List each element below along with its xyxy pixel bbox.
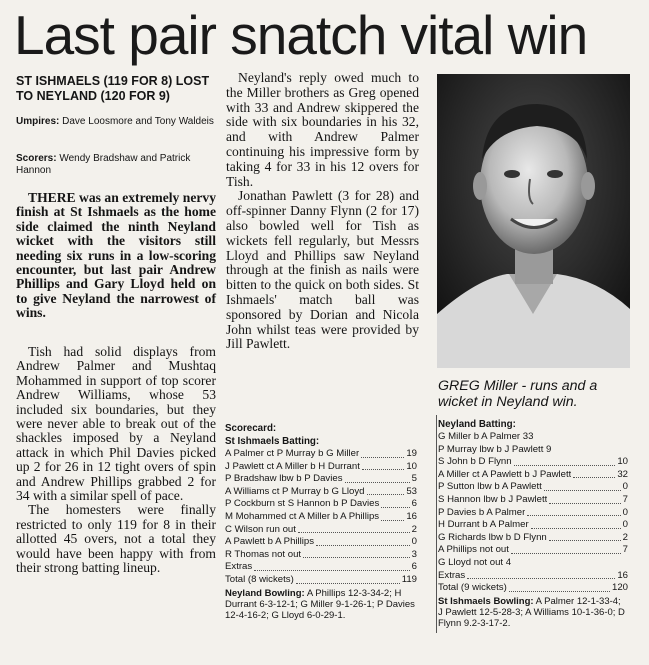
batter-score: 119: [401, 573, 417, 585]
batter-dismissal: A Miller ct A Pawlett b J Pawlett: [438, 468, 572, 480]
batter-dismissal: P Bradshaw lbw b P Davies: [225, 473, 343, 485]
batter-score: 0: [622, 506, 628, 518]
leader-dots: [303, 549, 410, 559]
article-column-2: [226, 71, 419, 352]
away-batting-line: P Murray lbw b J Pawlett 9: [438, 443, 552, 455]
batter-dismissal: A Palmer ct P Murray b G Miller: [225, 448, 360, 459]
leader-dots: [296, 574, 400, 584]
leader-dots: [298, 524, 410, 534]
batter-score: 6: [411, 561, 417, 573]
away-total-row: [438, 570, 628, 583]
leader-dots: [467, 570, 615, 580]
home-batting-row: [225, 486, 417, 499]
batter-score: 5: [411, 473, 417, 485]
leader-dots: [544, 481, 621, 491]
batter-score: 19: [406, 448, 417, 459]
batter-dismissal: Extras: [225, 561, 253, 573]
scorers-value: Wendy Bradshaw and Patrick Hannon: [16, 153, 191, 176]
leader-dots: [531, 519, 621, 529]
away-batting-row: [438, 519, 628, 532]
leader-dots: [254, 561, 409, 571]
away-bowling: [438, 596, 628, 629]
leader-dots: [361, 448, 404, 458]
batter-score: 16: [617, 569, 628, 581]
body-paragraph: The homesters were finally restricted to only 119 for 8 in their allotted 45 overs, not a total they would have been happy with from their strong batting lineup.: [16, 502, 216, 576]
leader-dots: [549, 532, 621, 542]
batter-dismissal: J Pawlett ct A Miller b H Durrant: [225, 460, 360, 472]
home-batting-row: [225, 473, 417, 486]
away-bowling-label: St Ishmaels Bowling:: [438, 595, 534, 607]
batter-score: 32: [617, 468, 628, 480]
player-portrait-image: [437, 74, 630, 368]
leader-dots: [381, 511, 404, 521]
home-bowling-label: Neyland Bowling:: [225, 587, 305, 599]
home-batting-row: [225, 536, 417, 549]
away-batting-row: [438, 494, 628, 507]
batter-dismissal: S Hannon lbw b J Pawlett: [438, 493, 548, 505]
headline: Last pair snatch vital win: [14, 4, 588, 66]
leader-dots: [316, 536, 410, 546]
away-batting-line: G Miller b A Palmer 33: [438, 431, 534, 442]
batter-dismissal: P Sutton lbw b A Pawlett: [438, 481, 542, 493]
leader-dots: [514, 456, 616, 466]
away-batting-row: [438, 544, 628, 557]
home-batting-row: [225, 498, 417, 511]
leader-dots: [573, 469, 615, 479]
home-bowling-figures: A Phillips 12-3-34-2; H Durrant 6-3-12-1; G Miller 9-1-26-1; P Davies 12-4-16-2; G Lloyd 6-0-29-1.: [225, 587, 415, 621]
umpires-line: [16, 116, 216, 128]
home-batting-row: [225, 549, 417, 562]
batter-dismissal: P Davies b A Palmer: [438, 506, 526, 518]
leader-dots: [511, 544, 621, 554]
away-batting-row: [438, 507, 628, 520]
body-paragraph: Neyland's reply owed much to the Miller brothers as Greg opened with 33 and Andrew skippered the side with six boundaries in his 32, and with Andrew Palmer continuing his impressive form by taking 4 for 33 in his 12 overs for Tish.: [226, 70, 419, 189]
lead-paragraph: THERE was an extremely nervy finish at St Ishmaels as the home side claimed the ninth Neyland wicket with the visitors still needing six runs in a low-scoring encounter, but last pair Andrew Phillips and Gary Lloyd held on to give Neyland the narrowest of wins.: [16, 190, 216, 321]
home-batting-row: [225, 574, 417, 587]
batter-score: 3: [411, 548, 417, 560]
body-paragraph: Jonathan Pawlett (3 for 28) and off-spinner Danny Flynn (2 for 17) also bowled well for Tish as wickets fell regularly, but Messrs Lloyd and Phillips saw Neyland through at the finish as nails were bitten to the quick on both sides. St Ishmaels' match ball was sponsored by Dorian and Nicola John whilst teas were provided by Jill Pawlett.: [226, 188, 419, 352]
home-bowling: [225, 588, 417, 621]
batter-dismissal: Total (8 wickets): [225, 573, 294, 585]
batter-score: 7: [622, 544, 628, 556]
away-batting-row: [438, 481, 628, 494]
batter-score: 120: [611, 582, 628, 594]
umpires-label: Umpires:: [16, 116, 60, 127]
batter-score: 6: [411, 498, 417, 510]
batter-dismissal: R Thomas not out: [225, 548, 302, 560]
batter-score: 0: [411, 536, 417, 548]
article-column-1: [16, 345, 216, 576]
home-batting-heading: St Ishmaels Batting:: [225, 436, 320, 447]
leader-dots: [345, 473, 410, 483]
batter-score: 10: [617, 456, 628, 468]
batter-score: 2: [622, 531, 628, 543]
batter-score: 53: [406, 485, 417, 497]
leader-dots: [509, 582, 610, 592]
scorers-line: [16, 153, 216, 177]
scorecard-away: [438, 418, 628, 629]
photo-caption: GREG Miller - runs and a wicket in Neyland win.: [438, 378, 598, 410]
batter-score: 10: [406, 460, 417, 472]
leader-dots: [381, 498, 409, 508]
home-batting-row: [225, 524, 417, 537]
match-result-subhead: ST ISHMAELS (119 FOR 8) LOST TO NEYLAND (120 FOR 9): [16, 74, 210, 103]
leader-dots: [362, 461, 404, 471]
batter-score: 0: [622, 519, 628, 531]
away-total-row: [438, 582, 628, 595]
home-batting-row: [225, 511, 417, 524]
home-batting-row: [225, 461, 417, 474]
leader-dots: [549, 494, 620, 504]
home-batting-row: [225, 448, 417, 461]
away-batting-row: [438, 456, 628, 469]
batter-score: 16: [406, 510, 417, 522]
scorers-label: Scorers:: [16, 153, 57, 164]
batter-dismissal: A Phillips not out: [438, 544, 509, 556]
batter-dismissal: H Durrant b A Palmer: [438, 519, 529, 531]
away-bowling-figures: A Palmer 12-1-33-4; J Pawlett 12-5-28-3; A Williams 10-1-36-0; D Flynn 9.2-3-17-2.: [438, 595, 625, 629]
batter-dismissal: A Pawlett b A Phillips: [225, 536, 315, 548]
batter-dismissal: C Wilson run out: [225, 523, 296, 535]
player-photo: [437, 74, 630, 368]
batter-dismissal: Extras: [438, 569, 466, 581]
batter-dismissal: A Williams ct P Murray b G Lloyd: [225, 485, 365, 497]
umpires-value: Dave Loosmore and Tony Waldeis: [62, 116, 214, 127]
scorecard-divider: [436, 415, 437, 633]
home-batting-row: [225, 561, 417, 574]
scorecard-home: [225, 422, 417, 621]
scorecard-title: Scorecard:: [225, 423, 277, 434]
batter-score: 7: [622, 493, 628, 505]
batter-dismissal: G Richards lbw b D Flynn: [438, 531, 547, 543]
leader-dots: [367, 486, 405, 496]
batter-dismissal: M Mohammed ct A Miller b A Phillips: [225, 510, 380, 522]
away-batting-heading: Neyland Batting:: [438, 419, 516, 430]
away-batting-row: [438, 532, 628, 545]
body-paragraph: Tish had solid displays from Andrew Palmer and Mushtaq Mohammed in support of top scorer Andrew Williams, whose 53 included six boundaries, but they were never able to break out of the shackles imposed by a Neyland attack in which Phil Davies picked up 2 for 26 in 12 tight overs of spin and Andrew Phillips grabbed 2 for 34 with a similar spell of pace.: [16, 344, 216, 504]
batter-dismissal: Total (9 wickets): [438, 582, 507, 594]
leader-dots: [527, 507, 620, 517]
batter-dismissal: S John b D Flynn: [438, 456, 512, 468]
away-batting-line: G Lloyd not out 4: [438, 556, 512, 568]
batter-score: 0: [622, 481, 628, 493]
batter-score: 2: [411, 523, 417, 535]
away-batting-row: [438, 469, 628, 482]
batter-dismissal: P Cockburn st S Hannon b P Davies: [225, 498, 380, 510]
